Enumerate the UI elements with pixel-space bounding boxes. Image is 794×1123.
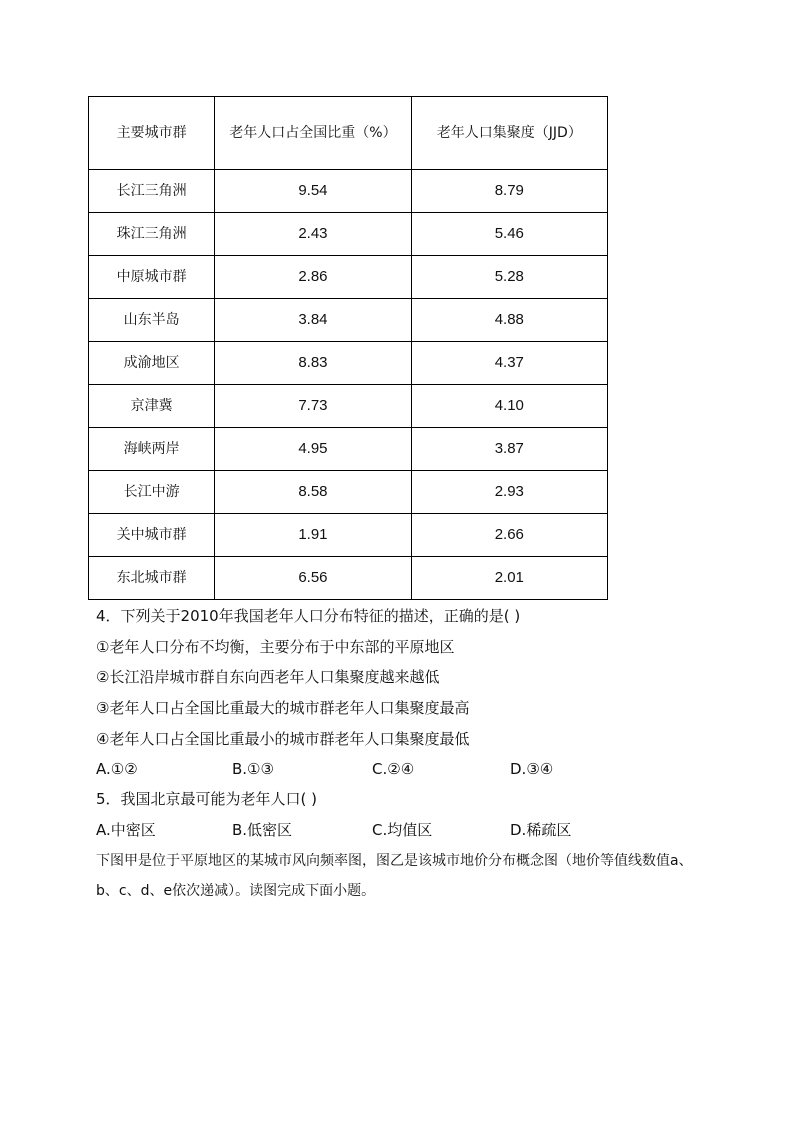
option-d[interactable]: D.稀疏区: [510, 821, 572, 839]
cell-concentration: 5.28: [411, 256, 607, 299]
cell-city: 海峡两岸: [89, 428, 215, 471]
option-b[interactable]: B.低密区: [232, 821, 293, 839]
cell-concentration: 2.93: [411, 471, 607, 514]
table-row: [89, 385, 608, 428]
header-concentration: 老年人口集聚度（JJD）: [411, 97, 607, 170]
cell-share: 8.83: [215, 342, 411, 385]
cell-city: 京津冀: [89, 385, 215, 428]
option-a[interactable]: A.中密区: [96, 821, 156, 839]
cell-share: 1.91: [215, 514, 411, 557]
cell-concentration: 2.66: [411, 514, 607, 557]
option-a[interactable]: A.①②: [96, 760, 138, 778]
question-4-options: [96, 759, 656, 779]
cell-city: 关中城市群: [89, 514, 215, 557]
option-c[interactable]: C.均值区: [372, 821, 433, 839]
table-row: [89, 256, 608, 299]
question-5-options: [96, 820, 656, 840]
cell-share: 4.95: [215, 428, 411, 471]
table-row: [89, 514, 608, 557]
table-row: [89, 471, 608, 514]
table-row: [89, 557, 608, 600]
question-4-statement-4: ④老年人口占全国比重最小的城市群老年人口集聚度最低: [96, 730, 470, 748]
cell-city: 长江中游: [89, 471, 215, 514]
cell-concentration: 2.01: [411, 557, 607, 600]
cell-city: 山东半岛: [89, 299, 215, 342]
table-row: [89, 299, 608, 342]
cell-share: 3.84: [215, 299, 411, 342]
cell-share: 9.54: [215, 170, 411, 213]
material-intro: 下图甲是位于平原地区的某城市风向频率图，图乙是该城市地价分布概念图（地价等值线数值a、b、c、d、e依次递减）。读图完成下面小题。: [96, 853, 693, 899]
cell-city: 中原城市群: [89, 256, 215, 299]
option-c[interactable]: C.②④: [372, 760, 415, 778]
cell-city: 成渝地区: [89, 342, 215, 385]
question-5-stem: 5．我国北京最可能为老年人口( ): [96, 790, 318, 808]
question-4-stem: 4．下列关于2010年我国老年人口分布特征的描述，正确的是( ): [96, 607, 521, 625]
cell-concentration: 4.88: [411, 299, 607, 342]
question-4-statement-1: ①老年人口分布不均衡，主要分布于中东部的平原地区: [96, 638, 455, 656]
table-row: [89, 170, 608, 213]
cell-share: 7.73: [215, 385, 411, 428]
cell-concentration: 4.37: [411, 342, 607, 385]
cell-city: 东北城市群: [89, 557, 215, 600]
cell-share: 2.43: [215, 213, 411, 256]
question-4-statement-3: ③老年人口占全国比重最大的城市群老年人口集聚度最高: [96, 699, 470, 717]
table-row: [89, 213, 608, 256]
table-header-row: [89, 97, 608, 170]
option-d[interactable]: D.③④: [510, 760, 554, 778]
table-row: [89, 342, 608, 385]
population-table: [88, 96, 608, 600]
header-city-cluster: 主要城市群: [89, 97, 215, 170]
cell-city: 珠江三角洲: [89, 213, 215, 256]
cell-concentration: 8.79: [411, 170, 607, 213]
header-share: 老年人口占全国比重（%）: [215, 97, 411, 170]
cell-share: 8.58: [215, 471, 411, 514]
option-b[interactable]: B.①③: [232, 760, 274, 778]
cell-concentration: 5.46: [411, 213, 607, 256]
table-row: [89, 428, 608, 471]
cell-concentration: 4.10: [411, 385, 607, 428]
cell-share: 6.56: [215, 557, 411, 600]
cell-city: 长江三角洲: [89, 170, 215, 213]
cell-concentration: 3.87: [411, 428, 607, 471]
question-4-statement-2: ②长江沿岸城市群自东向西老年人口集聚度越来越低: [96, 668, 440, 686]
cell-share: 2.86: [215, 256, 411, 299]
